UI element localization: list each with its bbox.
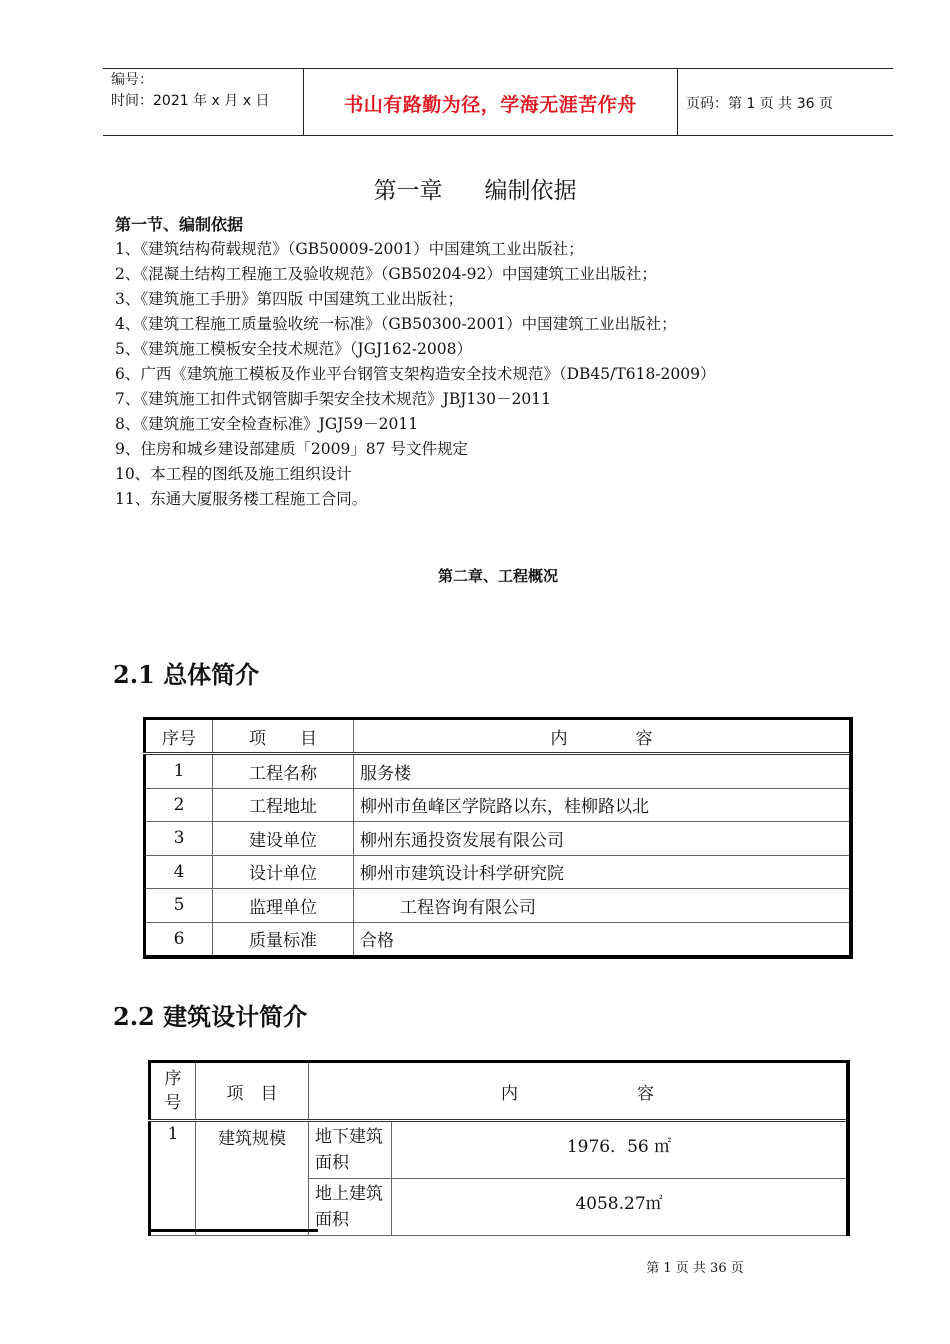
table-row <box>145 754 852 789</box>
chapter1-title <box>0 172 950 205</box>
table-row <box>145 922 852 957</box>
overview-table <box>143 717 853 959</box>
header-meta <box>111 70 269 112</box>
cell-sub-label: 地下建筑面积 <box>309 1121 392 1179</box>
reference-item: 4、《建筑工程施工质量验收统一标准》（GB50300-2001）中国建筑工业出版社； <box>115 315 677 333</box>
section1-heading: 第一节、编制依据 <box>115 215 244 234</box>
section21-heading: 2.1 总体简介 <box>113 660 260 689</box>
chapter2-title: 第二章、工程概况 <box>437 567 558 585</box>
header-divider-2 <box>677 68 678 136</box>
section22-heading: 2.2 建筑设计简介 <box>113 1002 308 1031</box>
reference-item: 3、《建筑施工手册》第四版 中国建筑工业出版社； <box>115 290 464 308</box>
cell-item: 设计单位 <box>213 855 354 889</box>
cell-item: 工程名称 <box>213 754 354 789</box>
cell-content: 柳州东通投资发展有限公司 <box>354 822 852 856</box>
cell-number: 2 <box>145 788 213 822</box>
header-cell-number: 序号 <box>145 719 213 754</box>
design-table <box>148 1060 850 1236</box>
cell-item: 质量标准 <box>213 922 354 957</box>
table-row <box>145 788 852 822</box>
table-row <box>150 1121 849 1179</box>
cell-item: 监理单位 <box>213 889 354 923</box>
header-motto: 书山有路勤为径，学海无涯苦作舟 <box>344 94 637 116</box>
reference-item: 2、《混凝土结构工程施工及验收规范》（GB50204-92）中国建筑工业出版社； <box>115 265 657 283</box>
header-cell-content: 内 容 <box>354 719 852 754</box>
reference-item: 6、广西《建筑施工模板及作业平台钢管支架构造安全技术规范》（DB45/T618-2009） <box>115 365 716 383</box>
chapter1-name: 编制依据 <box>484 178 577 204</box>
cell-number: 1 <box>150 1121 196 1236</box>
cell-number: 6 <box>145 922 213 957</box>
cell-number: 3 <box>145 822 213 856</box>
table-row <box>145 822 852 856</box>
cell-content: 服务楼 <box>354 754 852 789</box>
cell-content: 柳州市鱼峰区学院路以东，桂柳路以北 <box>354 788 852 822</box>
reference-item: 8、《建筑施工安全检查标准》JGJ59－2011 <box>115 415 419 433</box>
cell-content: 合格 <box>354 922 852 957</box>
chapter1-number: 第一章 <box>373 178 443 204</box>
reference-item: 10、本工程的图纸及施工组织设计 <box>115 465 352 483</box>
time-label: 时间：2021 年 x 月 x 日 <box>111 93 270 109</box>
cell-item: 建筑规模 <box>196 1121 309 1236</box>
header-bottom-rule <box>103 135 893 136</box>
header-cell-number: 序号 <box>150 1062 196 1121</box>
header-top-rule <box>103 68 893 69</box>
table-bottom-rule <box>148 1229 318 1232</box>
reference-item: 1、《建筑结构荷载规范》（GB50009-2001）中国建筑工业出版社； <box>115 240 584 258</box>
cell-item: 建设单位 <box>213 822 354 856</box>
cell-sub-value: 1976．56 ㎡ <box>392 1121 849 1179</box>
table-row <box>145 855 852 889</box>
table-row <box>145 889 852 923</box>
table-header-row <box>145 719 852 754</box>
cell-content: 柳州市建筑设计科学研究院 <box>354 855 852 889</box>
header-page-label: 页码：第 1 页 共 36 页 <box>686 96 833 112</box>
cell-number: 5 <box>145 889 213 923</box>
header-cell-item: 项 目 <box>213 719 354 754</box>
cell-number: 1 <box>145 754 213 789</box>
cell-content: 工程咨询有限公司 <box>354 889 852 923</box>
reference-item: 5、《建筑施工模板安全技术规范》（JGJ162-2008） <box>115 340 472 358</box>
header-cell-item: 项 目 <box>196 1062 309 1121</box>
table-header-row <box>150 1062 849 1121</box>
page-footer: 第 1 页 共 36 页 <box>646 1261 744 1276</box>
header-cell-content: 内 容 <box>309 1062 849 1121</box>
reference-item: 9、住房和城乡建设部建质「2009」87 号文件规定 <box>115 440 468 458</box>
cell-item: 工程地址 <box>213 788 354 822</box>
reference-list <box>115 237 715 512</box>
reference-item: 11、东通大厦服务楼工程施工合同。 <box>115 490 368 508</box>
number-label: 编号： <box>111 72 153 88</box>
cell-sub-value: 4058.27㎡ <box>392 1179 849 1236</box>
cell-sub-label: 地上建筑面积 <box>309 1179 392 1236</box>
cell-number: 4 <box>145 855 213 889</box>
reference-item: 7、《建筑施工扣件式钢管脚手架安全技术规范》JBJ130－2011 <box>115 390 551 408</box>
